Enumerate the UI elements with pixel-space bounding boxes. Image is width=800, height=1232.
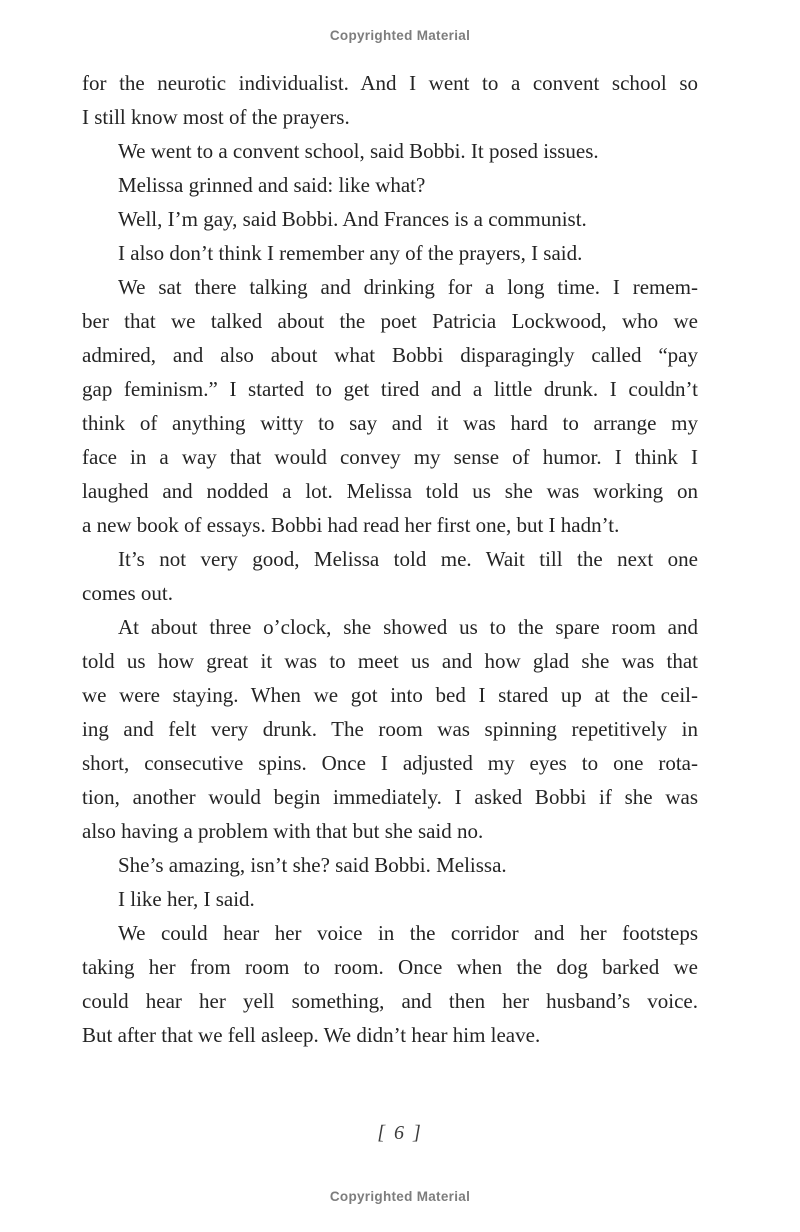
text-line: She’s amazing, isn’t she? said Bobbi. Melissa. xyxy=(118,853,507,877)
text-line: also having a problem with that but she said no. xyxy=(82,819,484,843)
text-line: It’s not very good, Melissa told me. Wait till the next one xyxy=(118,547,698,571)
text-line: short, consecutive spins. Once I adjusted my eyes to one rota- xyxy=(82,751,698,775)
text-line: I like her, I said. xyxy=(118,887,255,911)
text-line: taking her from room to room. Once when the dog barked we xyxy=(82,955,698,979)
text-line: laughed and nodded a lot. Melissa told us she was working on xyxy=(82,479,698,503)
text-line: a new book of essays. Bobbi had read her first one, but I hadn’t. xyxy=(82,513,620,537)
text-line: told us how great it was to meet us and how glad she was that xyxy=(82,649,698,673)
text-line: we were staying. When we got into bed I stared up at the ceil- xyxy=(82,683,698,707)
text-line: ing and felt very drunk. The room was spinning repetitively in xyxy=(82,717,698,741)
page-body xyxy=(82,66,698,1052)
text-line: think of anything witty to say and it was hard to arrange my xyxy=(82,411,698,435)
text-line: Melissa grinned and said: like what? xyxy=(118,173,426,197)
text-line: comes out. xyxy=(82,581,173,605)
text-line: But after that we fell asleep. We didn’t hear him leave. xyxy=(82,1023,541,1047)
text-line: gap feminism.” I started to get tired and a little drunk. I couldn’t xyxy=(82,377,698,401)
text-line: At about three o’clock, she showed us to the spare room and xyxy=(118,615,698,639)
text-line: ber that we talked about the poet Patricia Lockwood, who we xyxy=(82,309,698,333)
text-line: I still know most of the prayers. xyxy=(82,105,350,129)
text-line: We went to a convent school, said Bobbi. It posed issues. xyxy=(118,139,599,163)
copyright-notice-top: Copyrighted Material xyxy=(329,28,471,43)
text-line: for the neurotic individualist. And I went to a convent school so xyxy=(82,71,698,95)
copyright-notice-bottom: Copyrighted Material xyxy=(329,1189,471,1204)
text-line: Well, I’m gay, said Bobbi. And Frances is a communist. xyxy=(118,207,587,231)
text-line: admired, and also about what Bobbi disparagingly called “pay xyxy=(82,343,698,367)
text-line: face in a way that would convey my sense of humor. I think I xyxy=(82,445,698,469)
page-number: [ 6 ] xyxy=(377,1122,423,1144)
text-line: We could hear her voice in the corridor and her footsteps xyxy=(118,921,698,945)
text-line: I also don’t think I remember any of the prayers, I said. xyxy=(118,241,583,265)
text-line: could hear her yell something, and then her husband’s voice. xyxy=(82,989,698,1013)
text-line: We sat there talking and drinking for a long time. I remem- xyxy=(118,275,698,299)
text-line: tion, another would begin immediately. I asked Bobbi if she was xyxy=(82,785,698,809)
